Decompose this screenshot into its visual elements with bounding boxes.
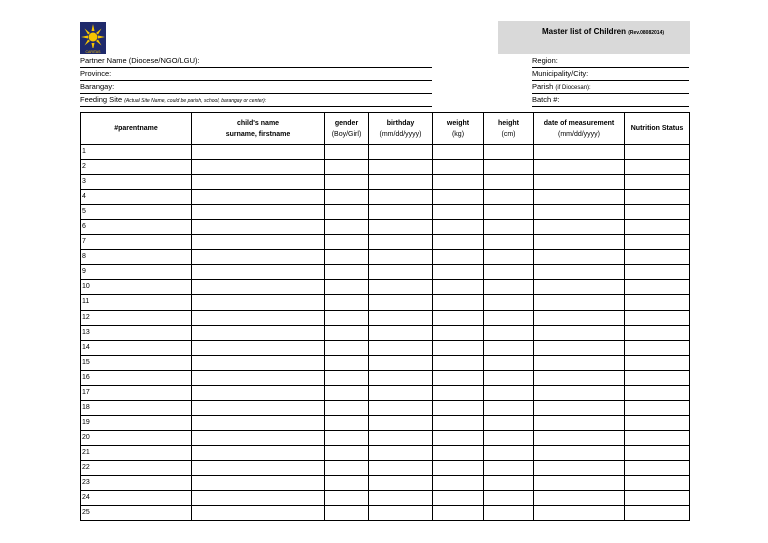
table-cell[interactable] — [625, 295, 690, 310]
row-number-cell[interactable]: 20 — [81, 430, 192, 445]
table-cell[interactable] — [534, 355, 625, 370]
table-cell[interactable] — [534, 250, 625, 265]
table-cell[interactable] — [192, 265, 325, 280]
table-cell[interactable] — [625, 145, 690, 160]
table-row — [81, 491, 690, 506]
table-cell[interactable] — [325, 265, 369, 280]
table-cell[interactable] — [484, 280, 534, 295]
table-cell[interactable] — [433, 476, 484, 491]
table-cell[interactable] — [433, 175, 484, 190]
table-cell[interactable] — [369, 506, 433, 521]
table-cell[interactable] — [325, 355, 369, 370]
row-number-cell[interactable]: 22 — [81, 460, 192, 475]
parish-note: (if Diocesan): — [555, 85, 591, 91]
table-row — [81, 220, 690, 235]
table-cell[interactable] — [484, 385, 534, 400]
table-body — [81, 145, 690, 521]
table-cell[interactable] — [625, 190, 690, 205]
table-cell[interactable] — [192, 445, 325, 460]
row-number-cell[interactable]: 12 — [81, 310, 192, 325]
parish-label: Parish — [532, 82, 554, 91]
row-number-cell[interactable]: 9 — [81, 265, 192, 280]
table-cell[interactable] — [433, 491, 484, 506]
table-cell[interactable] — [192, 400, 325, 415]
table-cell[interactable] — [433, 250, 484, 265]
table-cell[interactable] — [369, 340, 433, 355]
table-cell[interactable] — [534, 370, 625, 385]
table-cell[interactable] — [192, 415, 325, 430]
table-cell[interactable] — [192, 385, 325, 400]
row-number-cell[interactable]: 3 — [81, 175, 192, 190]
feeding-site-field[interactable] — [80, 94, 432, 107]
table-cell[interactable] — [325, 310, 369, 325]
table-cell[interactable] — [484, 460, 534, 475]
table-cell[interactable] — [433, 190, 484, 205]
table-cell[interactable] — [625, 280, 690, 295]
col-header-line2: (mm/dd/yyyy) — [379, 130, 422, 138]
table-cell[interactable] — [433, 235, 484, 250]
table-cell[interactable] — [484, 190, 534, 205]
table-cell[interactable] — [192, 506, 325, 521]
table-cell[interactable] — [325, 491, 369, 506]
row-number-cell[interactable]: 18 — [81, 400, 192, 415]
table-cell[interactable] — [192, 145, 325, 160]
row-number-cell[interactable]: 14 — [81, 340, 192, 355]
table-cell[interactable] — [369, 400, 433, 415]
region-field[interactable] — [532, 55, 689, 68]
table-cell[interactable] — [192, 190, 325, 205]
table-row — [81, 175, 690, 190]
region-label: Region: — [532, 56, 558, 65]
table-cell[interactable] — [625, 430, 690, 445]
row-number-cell[interactable]: 23 — [81, 476, 192, 491]
table-cell[interactable] — [192, 370, 325, 385]
table-cell[interactable] — [325, 340, 369, 355]
table-cell[interactable] — [369, 145, 433, 160]
table-row — [81, 190, 690, 205]
row-number-cell[interactable]: 21 — [81, 445, 192, 460]
col-header-line1: height — [498, 119, 519, 127]
batch-field[interactable] — [532, 94, 689, 107]
table-cell[interactable] — [433, 340, 484, 355]
table-cell[interactable] — [369, 250, 433, 265]
table-cell[interactable] — [484, 235, 534, 250]
col-header-line2: (Boy/Girl) — [331, 130, 362, 138]
table-cell[interactable] — [534, 340, 625, 355]
table-cell[interactable] — [369, 295, 433, 310]
table-cell[interactable] — [433, 430, 484, 445]
row-number-cell[interactable]: 4 — [81, 190, 192, 205]
col-header-birthday — [369, 113, 433, 145]
table-cell[interactable] — [325, 295, 369, 310]
table-cell[interactable] — [534, 460, 625, 475]
col-header-line1: child's name — [236, 119, 280, 127]
table-cell[interactable] — [192, 235, 325, 250]
table-cell[interactable] — [433, 325, 484, 340]
table-cell[interactable] — [369, 430, 433, 445]
table-cell[interactable] — [325, 370, 369, 385]
col-header-parentname — [81, 113, 192, 145]
table-cell[interactable] — [325, 325, 369, 340]
row-number-cell[interactable]: 6 — [81, 220, 192, 235]
table-cell[interactable] — [433, 160, 484, 175]
table-cell[interactable] — [484, 310, 534, 325]
table-cell[interactable] — [484, 355, 534, 370]
table-cell[interactable] — [433, 310, 484, 325]
table-cell[interactable] — [625, 445, 690, 460]
table-cell[interactable] — [534, 190, 625, 205]
col-header-line2: #parentname — [114, 125, 158, 132]
table-cell[interactable] — [325, 220, 369, 235]
logo-wordmark: CARITAS — [85, 50, 101, 54]
table-cell[interactable] — [534, 325, 625, 340]
table-cell[interactable] — [369, 385, 433, 400]
table-cell[interactable] — [534, 265, 625, 280]
table-cell[interactable] — [625, 220, 690, 235]
children-table — [80, 112, 690, 521]
table-cell[interactable] — [192, 325, 325, 340]
table-cell[interactable] — [369, 265, 433, 280]
table-cell[interactable] — [625, 265, 690, 280]
table-cell[interactable] — [192, 491, 325, 506]
table-cell[interactable] — [534, 506, 625, 521]
table-cell[interactable] — [484, 415, 534, 430]
table-cell[interactable] — [369, 491, 433, 506]
table-cell[interactable] — [192, 310, 325, 325]
table-header-row — [81, 113, 690, 145]
table-cell[interactable] — [484, 220, 534, 235]
row-number-cell[interactable]: 7 — [81, 235, 192, 250]
table-row — [81, 355, 690, 370]
table-cell[interactable] — [534, 220, 625, 235]
table-cell[interactable] — [534, 310, 625, 325]
table-cell[interactable] — [484, 205, 534, 220]
table-cell[interactable] — [534, 235, 625, 250]
table-cell[interactable] — [534, 430, 625, 445]
table-cell[interactable] — [433, 370, 484, 385]
table-cell[interactable] — [369, 325, 433, 340]
table-cell[interactable] — [369, 355, 433, 370]
table-cell[interactable] — [192, 220, 325, 235]
table-cell[interactable] — [625, 325, 690, 340]
table-cell[interactable] — [484, 445, 534, 460]
table-cell[interactable] — [325, 415, 369, 430]
col-header-gender — [325, 113, 369, 145]
row-number-cell[interactable]: 13 — [81, 325, 192, 340]
table-cell[interactable] — [369, 445, 433, 460]
table-cell[interactable] — [369, 415, 433, 430]
table-cell[interactable] — [433, 385, 484, 400]
table-cell[interactable] — [625, 340, 690, 355]
page-title — [542, 27, 664, 36]
table-cell[interactable] — [625, 175, 690, 190]
table-cell[interactable] — [369, 175, 433, 190]
table-cell[interactable] — [534, 145, 625, 160]
table-cell[interactable] — [534, 491, 625, 506]
barangay-label: Barangay: — [80, 82, 115, 91]
table-cell[interactable] — [484, 340, 534, 355]
row-number-cell[interactable]: 25 — [81, 506, 192, 521]
feeding-site-label: Feeding Site — [80, 95, 123, 104]
table-cell[interactable] — [325, 506, 369, 521]
table-cell[interactable] — [369, 460, 433, 475]
col-header-line1: date of measurement — [543, 119, 615, 127]
table-row — [81, 476, 690, 491]
table-cell[interactable] — [192, 476, 325, 491]
table-cell[interactable] — [484, 145, 534, 160]
table-cell[interactable] — [484, 476, 534, 491]
table-row — [81, 370, 690, 385]
col-header-line2: (cm) — [501, 130, 516, 138]
table-cell[interactable] — [433, 355, 484, 370]
table-cell[interactable] — [534, 385, 625, 400]
table-cell[interactable] — [534, 415, 625, 430]
partner-name-field[interactable] — [80, 55, 432, 68]
col-header-nutrition-status — [625, 113, 690, 145]
table-cell[interactable] — [325, 400, 369, 415]
table-cell[interactable] — [192, 250, 325, 265]
partner-name-label: Partner Name (Diocese/NGO/LGU): — [80, 56, 200, 65]
table-row — [81, 506, 690, 521]
table-cell[interactable] — [484, 325, 534, 340]
table-row — [81, 160, 690, 175]
table-cell[interactable] — [625, 400, 690, 415]
table-cell[interactable] — [325, 430, 369, 445]
table-cell[interactable] — [433, 295, 484, 310]
table-row — [81, 415, 690, 430]
table-cell[interactable] — [484, 370, 534, 385]
col-header-line1: weight — [446, 119, 470, 127]
table-cell[interactable] — [325, 476, 369, 491]
table-cell[interactable] — [433, 400, 484, 415]
table-row — [81, 445, 690, 460]
table-row — [81, 325, 690, 340]
sun-logo-icon — [80, 22, 106, 54]
table-cell[interactable] — [369, 220, 433, 235]
table-row — [81, 280, 690, 295]
col-header-line1: gender — [334, 119, 359, 127]
row-number-cell[interactable]: 17 — [81, 385, 192, 400]
table-cell[interactable] — [625, 506, 690, 521]
row-number-cell[interactable]: 8 — [81, 250, 192, 265]
table-cell[interactable] — [484, 295, 534, 310]
table-cell[interactable] — [534, 295, 625, 310]
table-cell[interactable] — [369, 370, 433, 385]
col-header-weight — [433, 113, 484, 145]
table-cell[interactable] — [625, 310, 690, 325]
row-number-cell[interactable]: 19 — [81, 415, 192, 430]
table-cell[interactable] — [625, 385, 690, 400]
title-box — [498, 21, 690, 54]
table-cell[interactable] — [484, 250, 534, 265]
table-cell[interactable] — [325, 385, 369, 400]
municipality-label: Municipality/City: — [532, 69, 589, 78]
table-cell[interactable] — [534, 476, 625, 491]
table-cell[interactable] — [625, 460, 690, 475]
table-cell[interactable] — [192, 430, 325, 445]
row-number-cell[interactable]: 15 — [81, 355, 192, 370]
row-number-cell[interactable]: 16 — [81, 370, 192, 385]
table-cell[interactable] — [325, 280, 369, 295]
col-header-line1: birthday — [386, 119, 415, 127]
table-cell[interactable] — [534, 400, 625, 415]
col-header-date-of-measurement — [534, 113, 625, 145]
table-cell[interactable] — [433, 506, 484, 521]
table-cell[interactable] — [625, 491, 690, 506]
table-cell[interactable] — [369, 190, 433, 205]
table-cell[interactable] — [433, 445, 484, 460]
table-cell[interactable] — [625, 160, 690, 175]
table-cell[interactable] — [369, 205, 433, 220]
table-cell[interactable] — [433, 415, 484, 430]
col-header-height — [484, 113, 534, 145]
row-number-cell[interactable]: 24 — [81, 491, 192, 506]
table-row — [81, 250, 690, 265]
table-cell[interactable] — [369, 160, 433, 175]
table-row — [81, 310, 690, 325]
table-cell[interactable] — [534, 175, 625, 190]
col-header-childs-name — [192, 113, 325, 145]
table-cell[interactable] — [369, 235, 433, 250]
table-cell[interactable] — [433, 205, 484, 220]
table-cell[interactable] — [325, 235, 369, 250]
table-cell[interactable] — [625, 415, 690, 430]
table-cell[interactable] — [625, 205, 690, 220]
table-cell[interactable] — [484, 265, 534, 280]
table-row — [81, 295, 690, 310]
table-cell[interactable] — [369, 476, 433, 491]
table-row — [81, 205, 690, 220]
parish-field[interactable] — [532, 81, 689, 94]
row-number-cell[interactable]: 5 — [81, 205, 192, 220]
table-cell[interactable] — [484, 430, 534, 445]
row-number-cell[interactable]: 10 — [81, 280, 192, 295]
table-cell[interactable] — [369, 280, 433, 295]
table-cell[interactable] — [325, 460, 369, 475]
row-number-cell[interactable]: 2 — [81, 160, 192, 175]
municipality-field[interactable] — [532, 68, 689, 81]
table-cell[interactable] — [192, 205, 325, 220]
province-field[interactable] — [80, 68, 432, 81]
table-row — [81, 235, 690, 250]
table-cell[interactable] — [534, 205, 625, 220]
table-cell[interactable] — [433, 460, 484, 475]
col-header-line2: Nutrition Status — [630, 125, 684, 132]
row-number-cell[interactable]: 11 — [81, 295, 192, 310]
table-cell[interactable] — [192, 160, 325, 175]
table-cell[interactable] — [433, 220, 484, 235]
table-cell[interactable] — [484, 175, 534, 190]
table-cell[interactable] — [192, 460, 325, 475]
table-cell[interactable] — [433, 265, 484, 280]
table-cell[interactable] — [484, 160, 534, 175]
table-cell[interactable] — [192, 355, 325, 370]
table-cell[interactable] — [433, 145, 484, 160]
feeding-site-note: (Actual Site Name, could be parish, school, barangay or center): — [124, 98, 267, 104]
batch-label: Batch #: — [532, 95, 560, 104]
table-cell[interactable] — [625, 355, 690, 370]
table-cell[interactable] — [534, 445, 625, 460]
table-cell[interactable] — [625, 476, 690, 491]
barangay-field[interactable] — [80, 81, 432, 94]
table-cell[interactable] — [325, 190, 369, 205]
table-cell[interactable] — [433, 280, 484, 295]
table-cell[interactable] — [192, 280, 325, 295]
table-cell[interactable] — [484, 400, 534, 415]
table-cell[interactable] — [484, 506, 534, 521]
table-row — [81, 145, 690, 160]
province-label: Province: — [80, 69, 112, 78]
table-cell[interactable] — [325, 175, 369, 190]
table-row — [81, 385, 690, 400]
table-cell[interactable] — [534, 160, 625, 175]
col-header-line2: surname, firstname — [225, 130, 291, 138]
table-cell[interactable] — [192, 175, 325, 190]
table-row — [81, 430, 690, 445]
col-header-line2: (mm/dd/yyyy) — [558, 130, 600, 138]
title-text: Master list of Children — [542, 27, 627, 36]
table-cell[interactable] — [325, 205, 369, 220]
revision-label: (Rev.08082014) — [628, 30, 665, 36]
table-cell[interactable] — [484, 491, 534, 506]
table-row — [81, 340, 690, 355]
table-cell[interactable] — [625, 370, 690, 385]
table-row — [81, 460, 690, 475]
table-cell[interactable] — [325, 445, 369, 460]
table-cell[interactable] — [369, 310, 433, 325]
table-cell[interactable] — [325, 250, 369, 265]
table-row — [81, 400, 690, 415]
table-cell[interactable] — [192, 295, 325, 310]
table-cell[interactable] — [534, 280, 625, 295]
table-cell[interactable] — [625, 250, 690, 265]
table-cell[interactable] — [625, 235, 690, 250]
table-cell[interactable] — [325, 160, 369, 175]
col-header-line2: (kg) — [451, 130, 465, 138]
table-cell[interactable] — [192, 340, 325, 355]
table-cell[interactable] — [325, 145, 369, 160]
row-number-cell[interactable]: 1 — [81, 145, 192, 160]
table-row — [81, 265, 690, 280]
